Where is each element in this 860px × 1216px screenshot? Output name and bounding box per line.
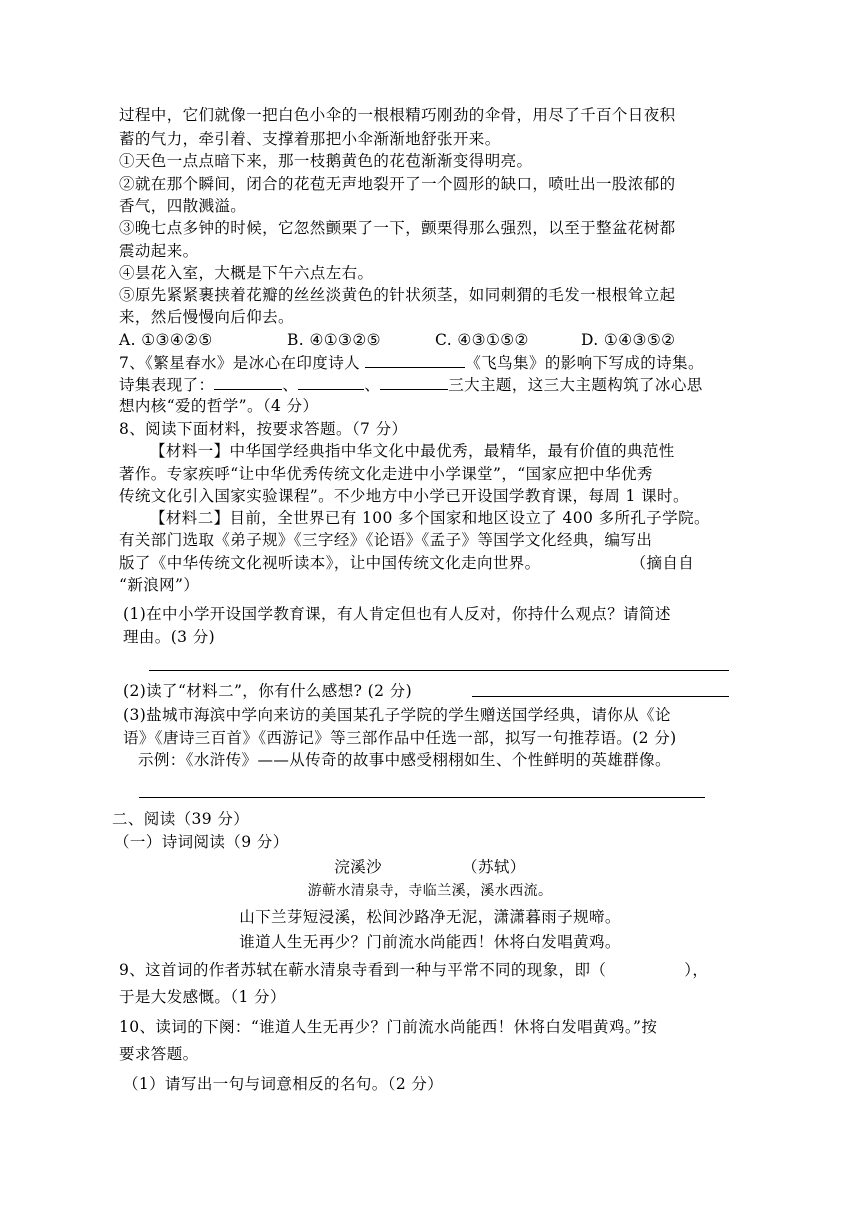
- option-c[interactable]: C. ④③①⑤②: [435, 331, 529, 349]
- option-line-2a: ②就在那个瞬间，闭合的花苞无声地裂开了一个圆形的缺口，喷吐出一股浓郁的: [119, 175, 676, 193]
- material-1-line: 【材料一】中华国学经典指中华文化中最优秀，最精华，最有价值的典范性: [150, 442, 675, 460]
- q8-sub-1: (1)在中小学开设国学教育课，有人肯定但也有人反对，你持什么观点？请简述: [123, 605, 671, 623]
- material-2-line: 有关部门选取《弟子规》《三字经》《论语》《孟子》等国学文化经典，编写出: [119, 531, 653, 549]
- q10-sub-1: （1）请写出一句与词意相反的名句。（2 分）: [123, 1075, 444, 1093]
- q7-text: 、: [364, 376, 381, 394]
- section-heading: 二、阅读（39 分）: [112, 810, 250, 828]
- q8-sub-2: [123, 680, 743, 702]
- material-2-line: [119, 552, 739, 574]
- material-1-line: 传统文化引入国家实验课程”。不少地方中小学已开设国学教育课，每周 1 课时。: [119, 487, 689, 505]
- poem-verse: 山下兰芽短浸溪，松间沙路净无泥，潇潇暮雨子规啼。: [239, 908, 621, 926]
- q8-sub-2-text: (2)读了“材料二”，你有什么感想? (2 分): [123, 682, 413, 700]
- q8-sub-1: 理由。(3 分): [123, 628, 216, 646]
- answer-blank[interactable]: [298, 373, 364, 390]
- poem-preface: 游蕲水清泉寺，寺临兰溪，溪水西流。: [307, 883, 553, 899]
- answer-line[interactable]: [139, 797, 705, 798]
- material-1-line: 著作。专家疾呼“让中华优秀传统文化走进中小学课堂”，“国家应把中华优秀: [119, 465, 653, 483]
- material-2-line: 【材料二】目前，全世界已有 100 多个国家和地区设立了 400 多所孔子学院。: [150, 509, 710, 527]
- q9-text: ），: [684, 961, 709, 979]
- answer-line[interactable]: [149, 670, 729, 671]
- q9-line-1: [119, 959, 739, 981]
- option-line-3a: ③晚七点多钟的时候，它忽然颤栗了一下，颤栗得那么强烈，以至于整盆花树都: [119, 219, 676, 237]
- answer-options: [119, 329, 739, 351]
- q7-line-2: [119, 373, 739, 396]
- poem-author: （苏轼）: [462, 858, 526, 876]
- text-line: 蓄的气力，牵引着、支撑着那把小伞渐渐地舒张开来。: [119, 130, 501, 148]
- option-line-2b: 香气，四散溅溢。: [119, 197, 247, 215]
- answer-blank[interactable]: [380, 373, 448, 390]
- q9-line-2: 于是大发感慨。（1 分）: [119, 988, 286, 1006]
- text-line: 过程中，它们就像一把白色小伞的一根根精巧刚劲的伞骨，用尽了千百个日夜积: [119, 106, 676, 124]
- option-b[interactable]: B. ④①③②⑤: [287, 331, 381, 349]
- q8-heading: 8、阅读下面材料，按要求答题。（7 分）: [119, 420, 408, 438]
- q7-line-1: [119, 351, 739, 374]
- q7-text: 7、《繁星春水》是冰心在印度诗人: [119, 354, 361, 372]
- option-line-3b: 震动起来。: [119, 242, 199, 260]
- q7-line-3: 想内核“爱的哲学”。（4 分）: [119, 397, 319, 415]
- source-note: “新浪网”）: [119, 576, 200, 594]
- q7-text: 三大主题，这三大主题构筑了冰心思: [448, 376, 703, 394]
- q10-line-1: 10、读词的下阕：“谁道人生无再少？门前流水尚能西！休将白发唱黄鸡。”按: [119, 1018, 658, 1036]
- q8-sub-3: 语》《唐诗三百首》《西游记》等三部作品中任选一部，拟写一句推荐语。(2 分): [123, 729, 677, 747]
- source-note: （摘自自: [630, 554, 695, 572]
- answer-blank[interactable]: [365, 351, 465, 368]
- material-2-text: 版了《中华传统文化视听读本》，让中国传统文化走向世界。: [119, 554, 541, 572]
- q10-line-2: 要求答题。: [119, 1045, 199, 1063]
- subsection-heading: （一）诗词阅读（9 分）: [114, 833, 289, 851]
- q8-sub-3: (3)盐城市海滨中学向来访的美国某孔子学院的学生赠送国学经典，请你从《论: [123, 706, 671, 724]
- option-line-5b: 来，然后慢慢向后仰去。: [119, 308, 294, 326]
- answer-blank[interactable]: [214, 373, 282, 390]
- q7-text: 《飞鸟集》的影响下写成的诗集。: [465, 354, 704, 372]
- poem-verse: 谁道人生无再少？门前流水尚能西！休将白发唱黄鸡。: [239, 933, 621, 951]
- option-line-5a: ⑤原先紧紧裹挟着花瓣的丝丝淡黄色的针状须茎，如同刺猬的毛发一根根耸立起: [119, 286, 676, 304]
- poem-title: 浣溪沙: [334, 858, 383, 876]
- example-text: 示例：《水浒传》——从传奇的故事中感受栩栩如生、个性鲜明的英雄群像。: [138, 751, 671, 769]
- poem-title-line: [0, 856, 860, 878]
- option-a[interactable]: A. ①③④②⑤: [119, 331, 213, 349]
- answer-line[interactable]: [472, 696, 729, 697]
- option-d[interactable]: D. ①④③⑤②: [581, 331, 676, 349]
- option-line-1: ①天色一点点暗下来，那一枝鹅黄色的花苞渐渐变得明亮。: [119, 152, 533, 170]
- option-line-4: ④昙花入室，大概是下午六点左右。: [119, 264, 374, 282]
- q7-text: 、: [282, 376, 299, 394]
- q7-text: 诗集表现了：: [119, 376, 215, 394]
- q9-text: 9、这首词的作者苏轼在蕲水清泉寺看到一种与平常不同的现象，即（: [119, 961, 607, 979]
